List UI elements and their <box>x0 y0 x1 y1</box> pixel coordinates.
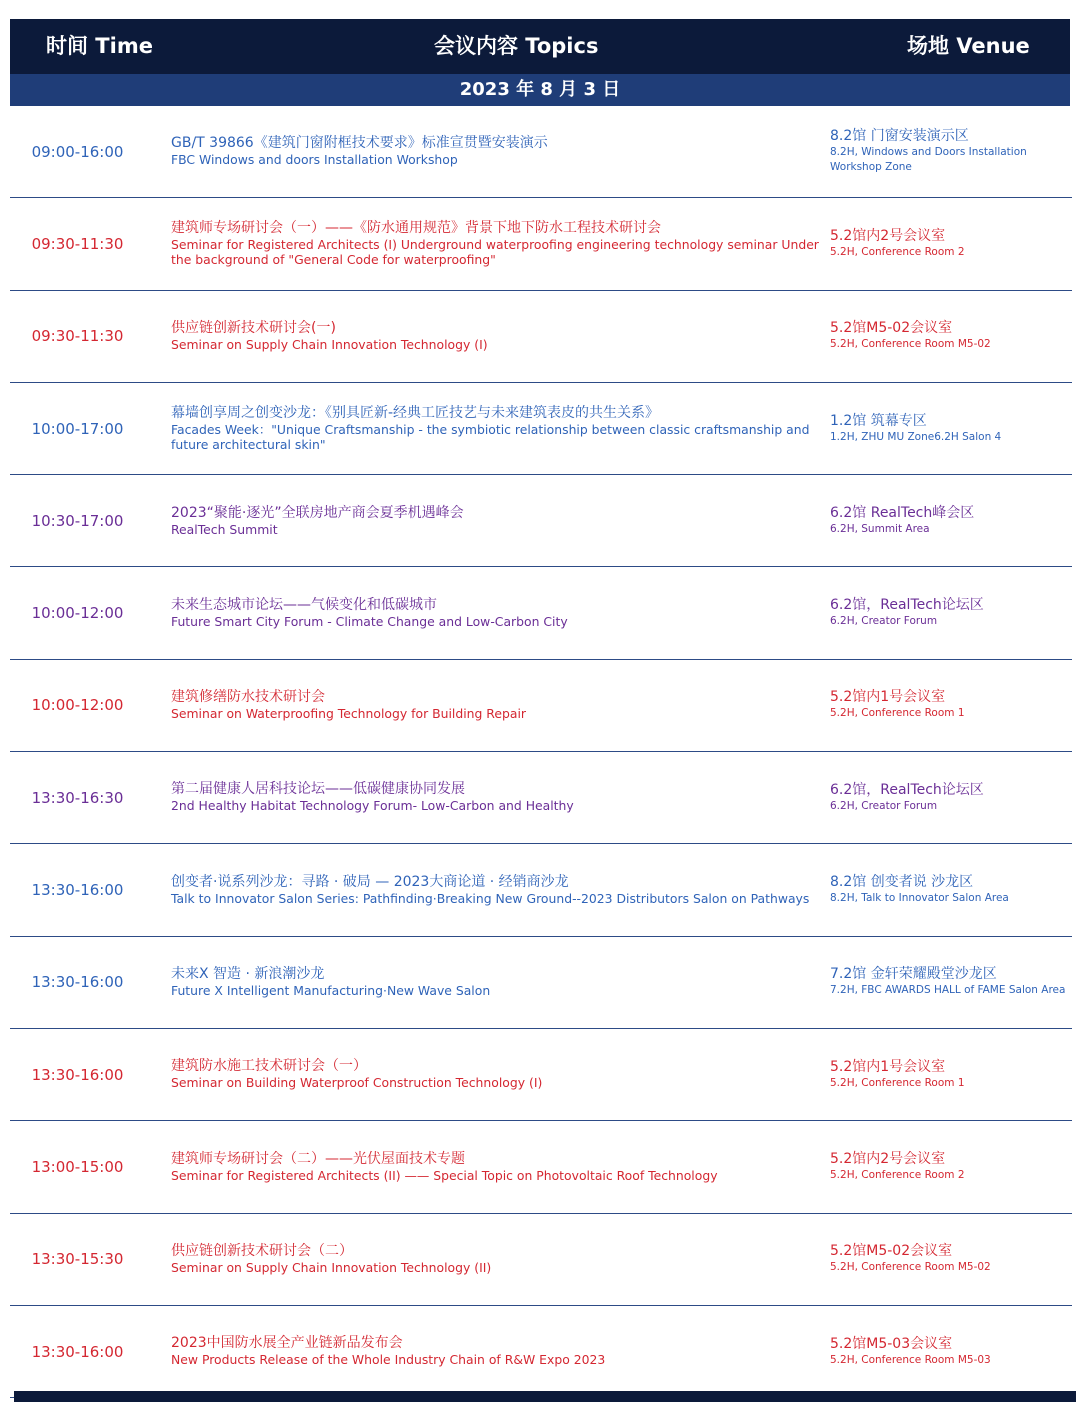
topic-chinese: 建筑修缮防水技术研讨会 <box>171 689 325 706</box>
session-topic <box>171 383 821 474</box>
time-column-header: 时间 Time <box>46 34 153 58</box>
session-time: 10:00-12:00 <box>31 696 124 715</box>
topic-english: Seminar on Supply Chain Innovation Technology (I) <box>171 336 488 352</box>
session-venue <box>830 291 1072 382</box>
venue-chinese: 5.2馆内2号会议室 <box>830 227 946 244</box>
session-venue <box>830 106 1072 197</box>
topic-chinese: 供应链创新技术研讨会（二） <box>171 1242 353 1259</box>
session-time: 13:30-16:30 <box>31 788 124 807</box>
topic-english: Future X Intelligent Manufacturing·New Wave Salon <box>171 983 491 999</box>
table-row <box>10 198 1072 290</box>
date-bar: 2023 年 8 月 3 日 <box>10 74 1070 106</box>
venue-english: 6.2H, Creator Forum <box>830 615 938 628</box>
topic-chinese: 幕墙创享周之创变沙龙：《别具匠新-经典工匠技艺与未来建筑表皮的共生关系》 <box>171 404 660 421</box>
topic-chinese: 建筑防水施工技术研讨会（一） <box>171 1058 367 1075</box>
table-row <box>10 567 1072 659</box>
session-topic <box>171 106 821 197</box>
schedule-table <box>10 106 1072 1398</box>
venue-english: 5.2H, Conference Room M5-03 <box>830 1353 991 1366</box>
table-row <box>10 660 1072 752</box>
session-venue <box>830 383 1072 474</box>
topic-chinese: 建筑师专场研讨会（一）——《防水通用规范》背景下地下防水工程技术研讨会 <box>171 219 661 236</box>
session-topic <box>171 844 821 935</box>
session-venue <box>830 567 1072 658</box>
topic-english: RealTech Summit <box>171 521 278 537</box>
topic-english: New Products Release of the Whole Industry Chain of R&W Expo 2023 <box>171 1352 606 1368</box>
venue-english: 6.2H, Summit Area <box>830 522 930 535</box>
topic-english: 2nd Healthy Habitat Technology Forum- Low-Carbon and Healthy <box>171 798 574 814</box>
venue-chinese: 1.2馆 筑幕专区 <box>830 412 927 429</box>
venue-chinese: 6.2馆 RealTech峰会区 <box>830 504 975 521</box>
venue-chinese: 5.2馆M5-02会议室 <box>830 320 953 337</box>
topics-column-header: 会议内容 Topics <box>434 34 599 58</box>
venue-chinese: 5.2馆内2号会议室 <box>830 1150 946 1167</box>
venue-english: 5.2H, Conference Room M5-02 <box>830 338 991 351</box>
venue-column-header: 场地 Venue <box>907 34 1030 58</box>
venue-chinese: 5.2馆M5-03会议室 <box>830 1335 953 1352</box>
venue-chinese: 5.2馆M5-02会议室 <box>830 1243 953 1260</box>
venue-chinese: 7.2馆 金轩荣耀殿堂沙龙区 <box>830 966 997 983</box>
session-time: 10:00-12:00 <box>31 604 124 623</box>
venue-chinese: 6.2馆，RealTech论坛区 <box>830 781 984 798</box>
venue-english: 5.2H, Conference Room 1 <box>830 707 965 720</box>
topic-english: Seminar on Building Waterproof Construction Technology (I) <box>171 1075 543 1091</box>
session-topic <box>171 1306 821 1397</box>
table-row <box>10 1306 1072 1398</box>
session-time: 09:30-11:30 <box>31 234 124 253</box>
session-time: 13:30-15:30 <box>31 1250 124 1269</box>
session-time: 09:00-16:00 <box>31 142 124 161</box>
table-header <box>10 19 1070 74</box>
venue-english: 5.2H, Conference Room M5-02 <box>830 1261 991 1274</box>
topic-chinese: 2023中国防水展全产业链新品发布会 <box>171 1335 403 1352</box>
session-time: 13:00-15:00 <box>31 1157 124 1176</box>
footer-bar <box>14 1391 1076 1402</box>
session-venue <box>830 1306 1072 1397</box>
session-venue <box>830 660 1072 751</box>
table-row <box>10 752 1072 844</box>
topic-chinese: 建筑师专场研讨会（二）——光伏屋面技术专题 <box>171 1150 465 1167</box>
topic-chinese: GB/T 39866《建筑门窗附框技术要求》标准宣贯暨安装演示 <box>171 135 548 152</box>
session-venue <box>830 475 1072 566</box>
venue-english: 5.2H, Conference Room 1 <box>830 1076 965 1089</box>
venue-english: 8.2H, Talk to Innovator Salon Area <box>830 892 1009 905</box>
session-venue <box>830 1121 1072 1212</box>
venue-chinese: 8.2馆 创变者说 沙龙区 <box>830 874 974 891</box>
session-time: 13:30-16:00 <box>31 1342 124 1361</box>
session-topic <box>171 752 821 843</box>
table-row <box>10 383 1072 475</box>
session-topic <box>171 937 821 1028</box>
topic-english: Facades Week："Unique Craftsmanship - the symbiotic relationship between classic craftsmanship and future architectural skin" <box>171 421 810 453</box>
table-row <box>10 844 1072 936</box>
topic-english: Seminar on Waterproofing Technology for Building Repair <box>171 706 526 722</box>
venue-english: 1.2H, ZHU MU Zone6.2H Salon 4 <box>830 430 1002 443</box>
session-venue <box>830 844 1072 935</box>
topic-chinese: 未来X 智造 · 新浪潮沙龙 <box>171 966 325 983</box>
session-topic <box>171 1029 821 1120</box>
table-row <box>10 1029 1072 1121</box>
topic-english: Future Smart City Forum - Climate Change and Low-Carbon City <box>171 613 568 629</box>
topic-chinese: 创变者·说系列沙龙：寻路 · 破局 — 2023大商论道 · 经销商沙龙 <box>171 873 569 890</box>
table-row <box>10 1214 1072 1306</box>
topic-chinese: 未来生态城市论坛——气候变化和低碳城市 <box>171 596 437 613</box>
session-time: 09:30-11:30 <box>31 327 124 346</box>
topic-english: Talk to Innovator Salon Series: Pathfinding·Breaking New Ground--2023 Distributors Salon on Pathways <box>171 890 810 906</box>
session-topic <box>171 198 821 289</box>
table-row <box>10 475 1072 567</box>
session-venue <box>830 752 1072 843</box>
session-topic <box>171 660 821 751</box>
session-topic <box>171 291 821 382</box>
session-time: 13:30-16:00 <box>31 1065 124 1084</box>
topic-english: Seminar for Registered Architects (I) Underground waterproofing engineering technology seminar Under the background of "General Code for waterproofing" <box>171 236 819 268</box>
table-row <box>10 106 1072 198</box>
topic-english: Seminar on Supply Chain Innovation Technology (II) <box>171 1259 492 1275</box>
session-time: 13:30-16:00 <box>31 881 124 900</box>
topic-chinese: 2023“聚能·逐光”全联房地产商会夏季机遇峰会 <box>171 504 464 521</box>
session-venue <box>830 1029 1072 1120</box>
venue-english: 6.2H, Creator Forum <box>830 799 938 812</box>
topic-english: FBC Windows and doors Installation Workshop <box>171 152 458 168</box>
topic-chinese: 第二届健康人居科技论坛——低碳健康协同发展 <box>171 781 465 798</box>
session-topic <box>171 1121 821 1212</box>
session-time: 10:00-17:00 <box>31 419 124 438</box>
session-topic <box>171 475 821 566</box>
venue-chinese: 6.2馆，RealTech论坛区 <box>830 597 984 614</box>
session-venue <box>830 937 1072 1028</box>
session-topic <box>171 1214 821 1305</box>
table-row <box>10 937 1072 1029</box>
venue-english: 5.2H, Conference Room 2 <box>830 1168 965 1181</box>
venue-english: 5.2H, Conference Room 2 <box>830 245 965 258</box>
venue-chinese: 8.2馆 门窗安装演示区 <box>830 128 969 145</box>
table-row <box>10 1121 1072 1213</box>
session-venue <box>830 1214 1072 1305</box>
session-time: 10:30-17:00 <box>31 511 124 530</box>
venue-english: 8.2H, Windows and Doors Installation Workshop Zone <box>830 146 1027 174</box>
session-venue <box>830 198 1072 289</box>
topic-english: Seminar for Registered Architects (II) —— Special Topic on Photovoltaic Roof Technology <box>171 1167 718 1183</box>
venue-english: 7.2H, FBC AWARDS HALL of FAME Salon Area <box>830 984 1066 997</box>
table-row <box>10 291 1072 383</box>
venue-chinese: 5.2馆内1号会议室 <box>830 689 946 706</box>
topic-chinese: 供应链创新技术研讨会(一) <box>171 319 336 336</box>
session-time: 13:30-16:00 <box>31 973 124 992</box>
venue-chinese: 5.2馆内1号会议室 <box>830 1058 946 1075</box>
session-topic <box>171 567 821 658</box>
